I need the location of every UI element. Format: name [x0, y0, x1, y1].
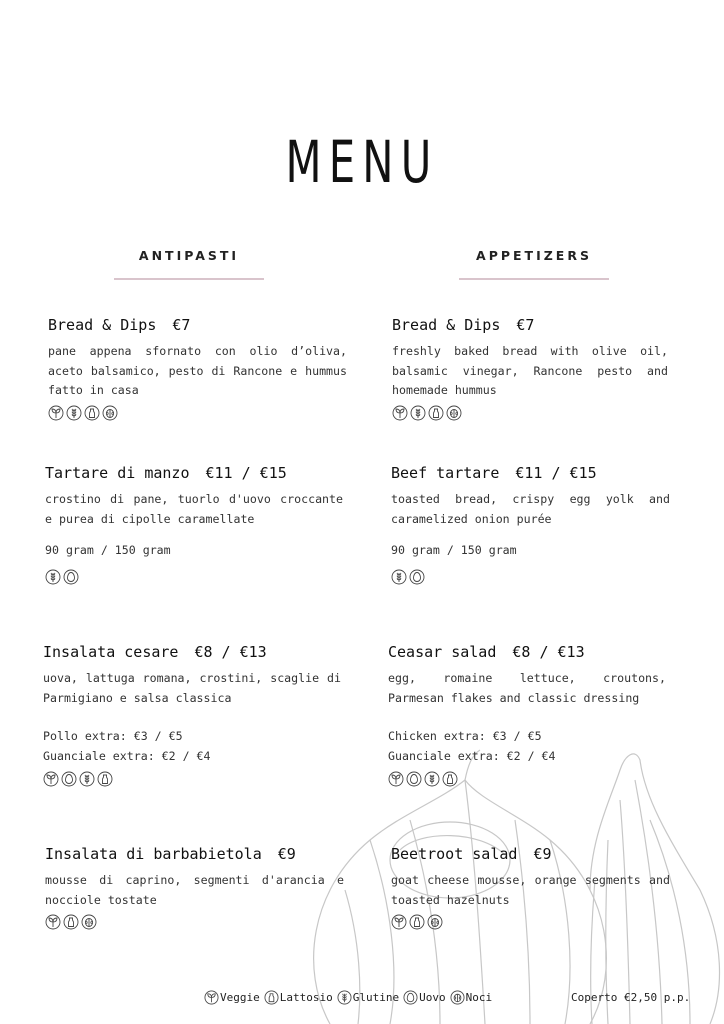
item-price: €8 / €13	[194, 643, 267, 661]
lattosio-icon	[442, 771, 458, 787]
veggie-icon	[391, 914, 407, 930]
menu-item-tartare-di-manzo	[45, 464, 343, 585]
item-title	[48, 316, 347, 334]
item-description: crostino di pane, tuorlo d'uovo croccante e purea di cipolle caramellate	[45, 492, 343, 526]
veggie-icon	[48, 405, 64, 421]
item-description: egg, romaine lettuce, croutons, Parmesan flakes and classic dressing	[388, 671, 666, 705]
noci-icon	[450, 990, 465, 1005]
section-heading-appetizers: APPETIZERS	[476, 248, 592, 263]
menu-item-insalata-cesare	[43, 643, 341, 787]
uovo-icon	[63, 569, 79, 585]
legend-label: Uovo	[419, 991, 446, 1004]
veggie-icon	[388, 771, 404, 787]
uovo-icon	[406, 771, 422, 787]
legend-glutine	[337, 990, 399, 1005]
allergen-icons	[45, 569, 343, 585]
noci-icon	[81, 914, 97, 930]
item-title	[391, 845, 670, 863]
lattosio-icon	[63, 914, 79, 930]
item-description: mousse di caprino, segmenti d'arancia e nocciole tostate	[45, 873, 344, 907]
section-underline	[114, 278, 264, 280]
veggie-icon	[43, 771, 59, 787]
legend-veggie	[204, 990, 260, 1005]
lattosio-icon	[264, 990, 279, 1005]
menu-item-beef-tartare	[391, 464, 670, 585]
item-price: €11 / €15	[205, 464, 287, 482]
item-name: Bread & Dips	[48, 316, 157, 334]
veggie-icon	[204, 990, 219, 1005]
allergen-legend	[204, 990, 496, 1005]
item-title	[45, 845, 344, 863]
menu-item-insalata-di-barbabietola	[45, 845, 344, 930]
uovo-icon	[61, 771, 77, 787]
glutine-icon	[45, 569, 61, 585]
item-name: Tartare di manzo	[45, 464, 190, 482]
allergen-icons	[391, 914, 670, 930]
uovo-icon	[409, 569, 425, 585]
item-price: €9	[277, 845, 296, 863]
allergen-icons	[48, 405, 347, 421]
item-title	[392, 316, 668, 334]
glutine-icon	[424, 771, 440, 787]
lattosio-icon	[84, 405, 100, 421]
coperto-note: Coperto €2,50 p.p.	[571, 991, 691, 1004]
item-title	[391, 464, 670, 482]
uovo-icon	[403, 990, 418, 1005]
item-description: freshly baked bread with olive oil, balsamic vinegar, Rancone pesto and homemade hummus	[392, 344, 668, 397]
item-title	[388, 643, 666, 661]
glutine-icon	[391, 569, 407, 585]
item-title	[43, 643, 341, 661]
item-price: €8 / €13	[512, 643, 585, 661]
menu-item-bread-dips	[48, 316, 347, 421]
item-name: Insalata cesare	[43, 643, 179, 661]
allergen-icons	[43, 771, 341, 787]
glutine-icon	[337, 990, 352, 1005]
menu-item-beetroot-salad	[391, 845, 670, 930]
item-extra: Guanciale extra: €2 / €4	[43, 748, 211, 763]
item-description: pane appena sfornato con olio d’oliva, aceto balsamico, pesto di Rancone e hummus fatto in casa	[48, 344, 347, 397]
allergen-icons	[45, 914, 344, 930]
veggie-icon	[45, 914, 61, 930]
item-description: toasted bread, crispy egg yolk and caramelized onion purée	[391, 492, 670, 526]
section-underline	[459, 278, 609, 280]
item-extra: Pollo extra: €3 / €5	[43, 729, 183, 743]
menu-item-bread-dips-en	[392, 316, 668, 421]
legend-label: Veggie	[220, 991, 260, 1004]
item-description: goat cheese mousse, orange segments and toasted hazelnuts	[391, 873, 670, 907]
allergen-icons	[392, 405, 668, 421]
legend-uovo	[403, 990, 446, 1005]
item-weight: 90 gram / 150 gram	[45, 543, 171, 557]
noci-icon	[446, 405, 462, 421]
lattosio-icon	[409, 914, 425, 930]
item-title	[45, 464, 343, 482]
item-price: €7	[516, 316, 535, 334]
item-name: Bread & Dips	[392, 316, 501, 334]
item-name: Beef tartare	[391, 464, 500, 482]
item-price: €11 / €15	[515, 464, 597, 482]
legend-noci	[450, 990, 493, 1005]
legend-label: Lattosio	[279, 991, 333, 1004]
page-title: MENU	[285, 128, 439, 196]
item-price: €9	[533, 845, 552, 863]
item-name: Beetroot salad	[391, 845, 518, 863]
noci-icon	[427, 914, 443, 930]
item-weight: 90 gram / 150 gram	[391, 543, 517, 557]
legend-lattosio	[264, 990, 333, 1005]
item-extra: Chicken extra: €3 / €5	[388, 729, 542, 743]
item-description: uova, lattuga romana, crostini, scaglie di Parmigiano e salsa classica	[43, 671, 341, 705]
section-heading-antipasti: ANTIPASTI	[138, 248, 240, 263]
item-name: Insalata di barbabietola	[45, 845, 262, 863]
legend-label: Glutine	[352, 991, 400, 1004]
legend-label: Noci	[465, 991, 493, 1004]
item-name: Ceasar salad	[388, 643, 497, 661]
allergen-icons	[391, 569, 670, 585]
glutine-icon	[66, 405, 82, 421]
veggie-icon	[392, 405, 408, 421]
lattosio-icon	[97, 771, 113, 787]
item-extra: Guanciale extra: €2 / €4	[388, 748, 556, 763]
allergen-icons	[388, 771, 666, 787]
glutine-icon	[79, 771, 95, 787]
noci-icon	[102, 405, 118, 421]
lattosio-icon	[428, 405, 444, 421]
item-price: €7	[172, 316, 191, 334]
menu-item-ceasar-salad	[388, 643, 666, 787]
glutine-icon	[410, 405, 426, 421]
